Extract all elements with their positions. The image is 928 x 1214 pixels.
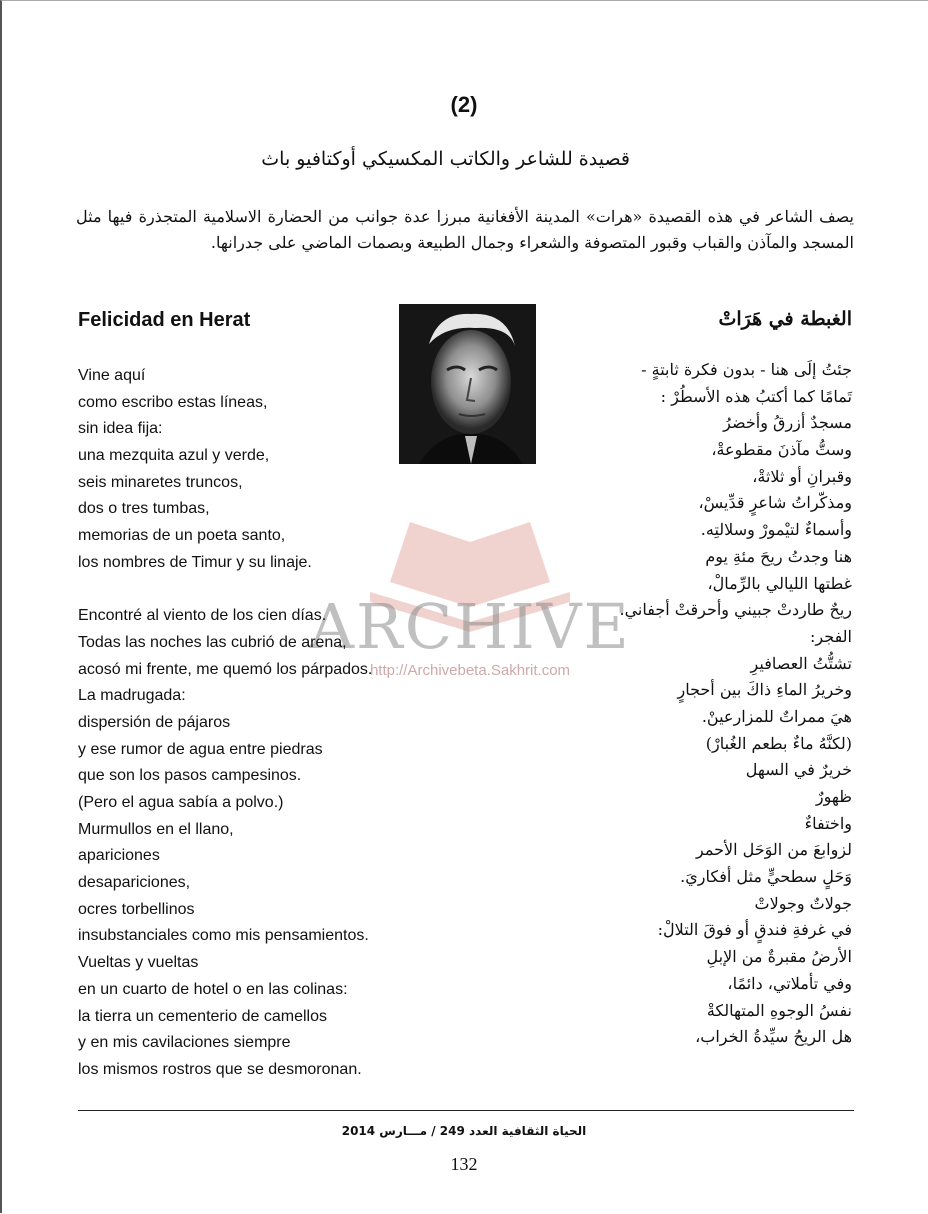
footer-divider (78, 1110, 854, 1111)
poem-line-es: como escribo estas líneas, (78, 393, 268, 411)
stanza-gap (78, 580, 372, 607)
poem-title-spanish: Felicidad en Herat (78, 309, 251, 331)
poem-line-es: acosó mi frente, me quemó los párpados. (78, 660, 373, 678)
poem-line-ar: مسجدٌ أزرقُ وأخضرُ (723, 413, 852, 433)
poem-title-arabic: الغبطة في هَرَاتْ (718, 308, 852, 330)
poem-line-ar: ومذكّراتُ شاعرٍ قدِّيسْ، (698, 493, 852, 513)
poem-line-ar: وستُّ مآذنَ مقطوعةْ، (711, 440, 852, 460)
section-number: (2) (450, 92, 478, 117)
poem-line-es: La madrugada: (78, 687, 186, 705)
poem-line-ar: واختفاءٌ (804, 813, 852, 833)
poem-line-ar: (لكنَّهُ ماءٌ بطعم الغُبارْ) (705, 733, 852, 753)
poem-line-ar: وأسماءٌ لتيْمورْ وسلالتِه. (700, 520, 852, 540)
poem-line-ar: هنا وجدتُ ريحَ مئةِ يوم (705, 546, 852, 566)
poem-line-es: una mezquita azul y verde, (78, 447, 270, 465)
poem-line-ar: الأرضُ مقبرةٌ من الإبلِ (706, 947, 852, 967)
poem-line-ar: تشتُّتُ العصافيرِ (750, 653, 852, 673)
watermark-text: ARCHIVE (309, 590, 631, 663)
poem-line-es: y ese rumor de agua entre piedras (78, 740, 323, 758)
poem-line-ar: جولاتٌ وجولاتْ (754, 893, 852, 913)
poem-lines-arabic (619, 359, 852, 1053)
poem-line-es: en un cuarto de hotel o en las colinas: (78, 980, 348, 998)
poem-line-es: sin idea fija: (78, 420, 163, 438)
author-portrait-photo (399, 304, 536, 464)
poem-line-es: insubstanciales como mis pensamientos. (78, 927, 369, 945)
poem-line-ar: الفجر: (810, 626, 852, 646)
poem-line-ar: خريرٌ في السهل (745, 760, 852, 780)
poem-line-ar: هيَ ممراتٌ للمزارعينْ. (701, 706, 852, 726)
poem-line-es: dispersión de pájaros (78, 713, 231, 731)
poem-line-es: Encontré al viento de los cien días. (78, 607, 327, 625)
poem-line-es: los mismos rostros que se desmoronan. (78, 1060, 362, 1078)
poem-line-ar: وَحَلٍ سطحيٍّ مثل أفكاريَ. (680, 867, 852, 887)
poem-line-es: que son los pasos campesinos. (78, 767, 302, 785)
poem-line-ar: جئتُ إلَى هنا - بدون فكرة ثابتةٍ - (641, 360, 852, 379)
poem-line-es: Todas las noches las cubrió de arena, (78, 633, 347, 651)
poem-line-ar: نفسُ الوجوهِ المتهالكةْ (706, 1000, 852, 1020)
poem-line-es: desapariciones, (78, 874, 191, 892)
poem-line-es: apariciones (78, 847, 160, 865)
poem-line-es: dos o tres tumbas, (78, 500, 210, 518)
poem-line-ar: ظهورٌ (815, 787, 852, 806)
poem-line-es: Vueltas y vueltas (78, 954, 199, 972)
poem-line-es: seis minaretes truncos, (78, 473, 243, 491)
page-number: 132 (450, 1154, 478, 1174)
poem-line-ar: وقبرانِ أو ثلاثةْ، (752, 466, 852, 486)
poem-line-es: la tierra un cementerio de camellos (78, 1007, 328, 1025)
poem-line-es: ocres torbellinos (78, 900, 195, 918)
poem-line-es: Murmullos en el llano, (78, 820, 234, 838)
watermark-url: http://Archivebeta.Sakhrit.com (369, 662, 571, 679)
poem-line-es: y en mis cavilaciones siempre (78, 1034, 291, 1052)
poem-line-ar: في غرفةِ فندقٍ أو فوقَ التلالْ: (657, 920, 852, 940)
poem-heading: قصيدة للشاعر والكاتب المكسيكي أوكتافيو باث (261, 148, 630, 170)
poem-line-ar: ريحٌ طاردتْ جبيني وأحرقتْ أجفاني. (619, 600, 852, 620)
poem-line-ar: تَمامًا كما أكتبُ هذه الأسطُرْ : (660, 386, 852, 406)
journal-footer: الحياة الثقافية العدد 249 / مـــارس 2014 (341, 1124, 587, 1138)
poem-line-ar: لزوابعَ من الوَحَل الأحمر (696, 840, 852, 860)
poem-line-ar: وخريرُ الماءِ ذاكَ بين أحجارٍ (677, 680, 852, 700)
poem-line-ar: غطتها الليالي بالرِّمالْ، (707, 573, 852, 593)
poem-line-ar: هل الريحُ سيِّدةُ الخراب، (695, 1027, 852, 1047)
poem-line-es: memorias de un poeta santo, (78, 527, 286, 545)
poem-line-ar: وفي تأملاتي، دائمًا، (727, 973, 852, 993)
poem-line-es: los nombres de Timur y su linaje. (78, 553, 312, 571)
poem-line-es: (Pero el agua sabía a polvo.) (78, 794, 284, 811)
poem-line-es: Vine aquí (78, 367, 146, 384)
intro-paragraph: يصف الشاعر في هذه القصيدة «هرات» المدينة الأفغانية مبرزا عدة جوانب من الحضارة الاسلامية المتجذرة فيها مثل المسجد والمآذن والقباب وقبور المتصوفة والشعراء وجمال الطبيعة وبصمات الماضي على جدرانها. (76, 207, 854, 252)
poem-lines-spanish (78, 366, 372, 1087)
